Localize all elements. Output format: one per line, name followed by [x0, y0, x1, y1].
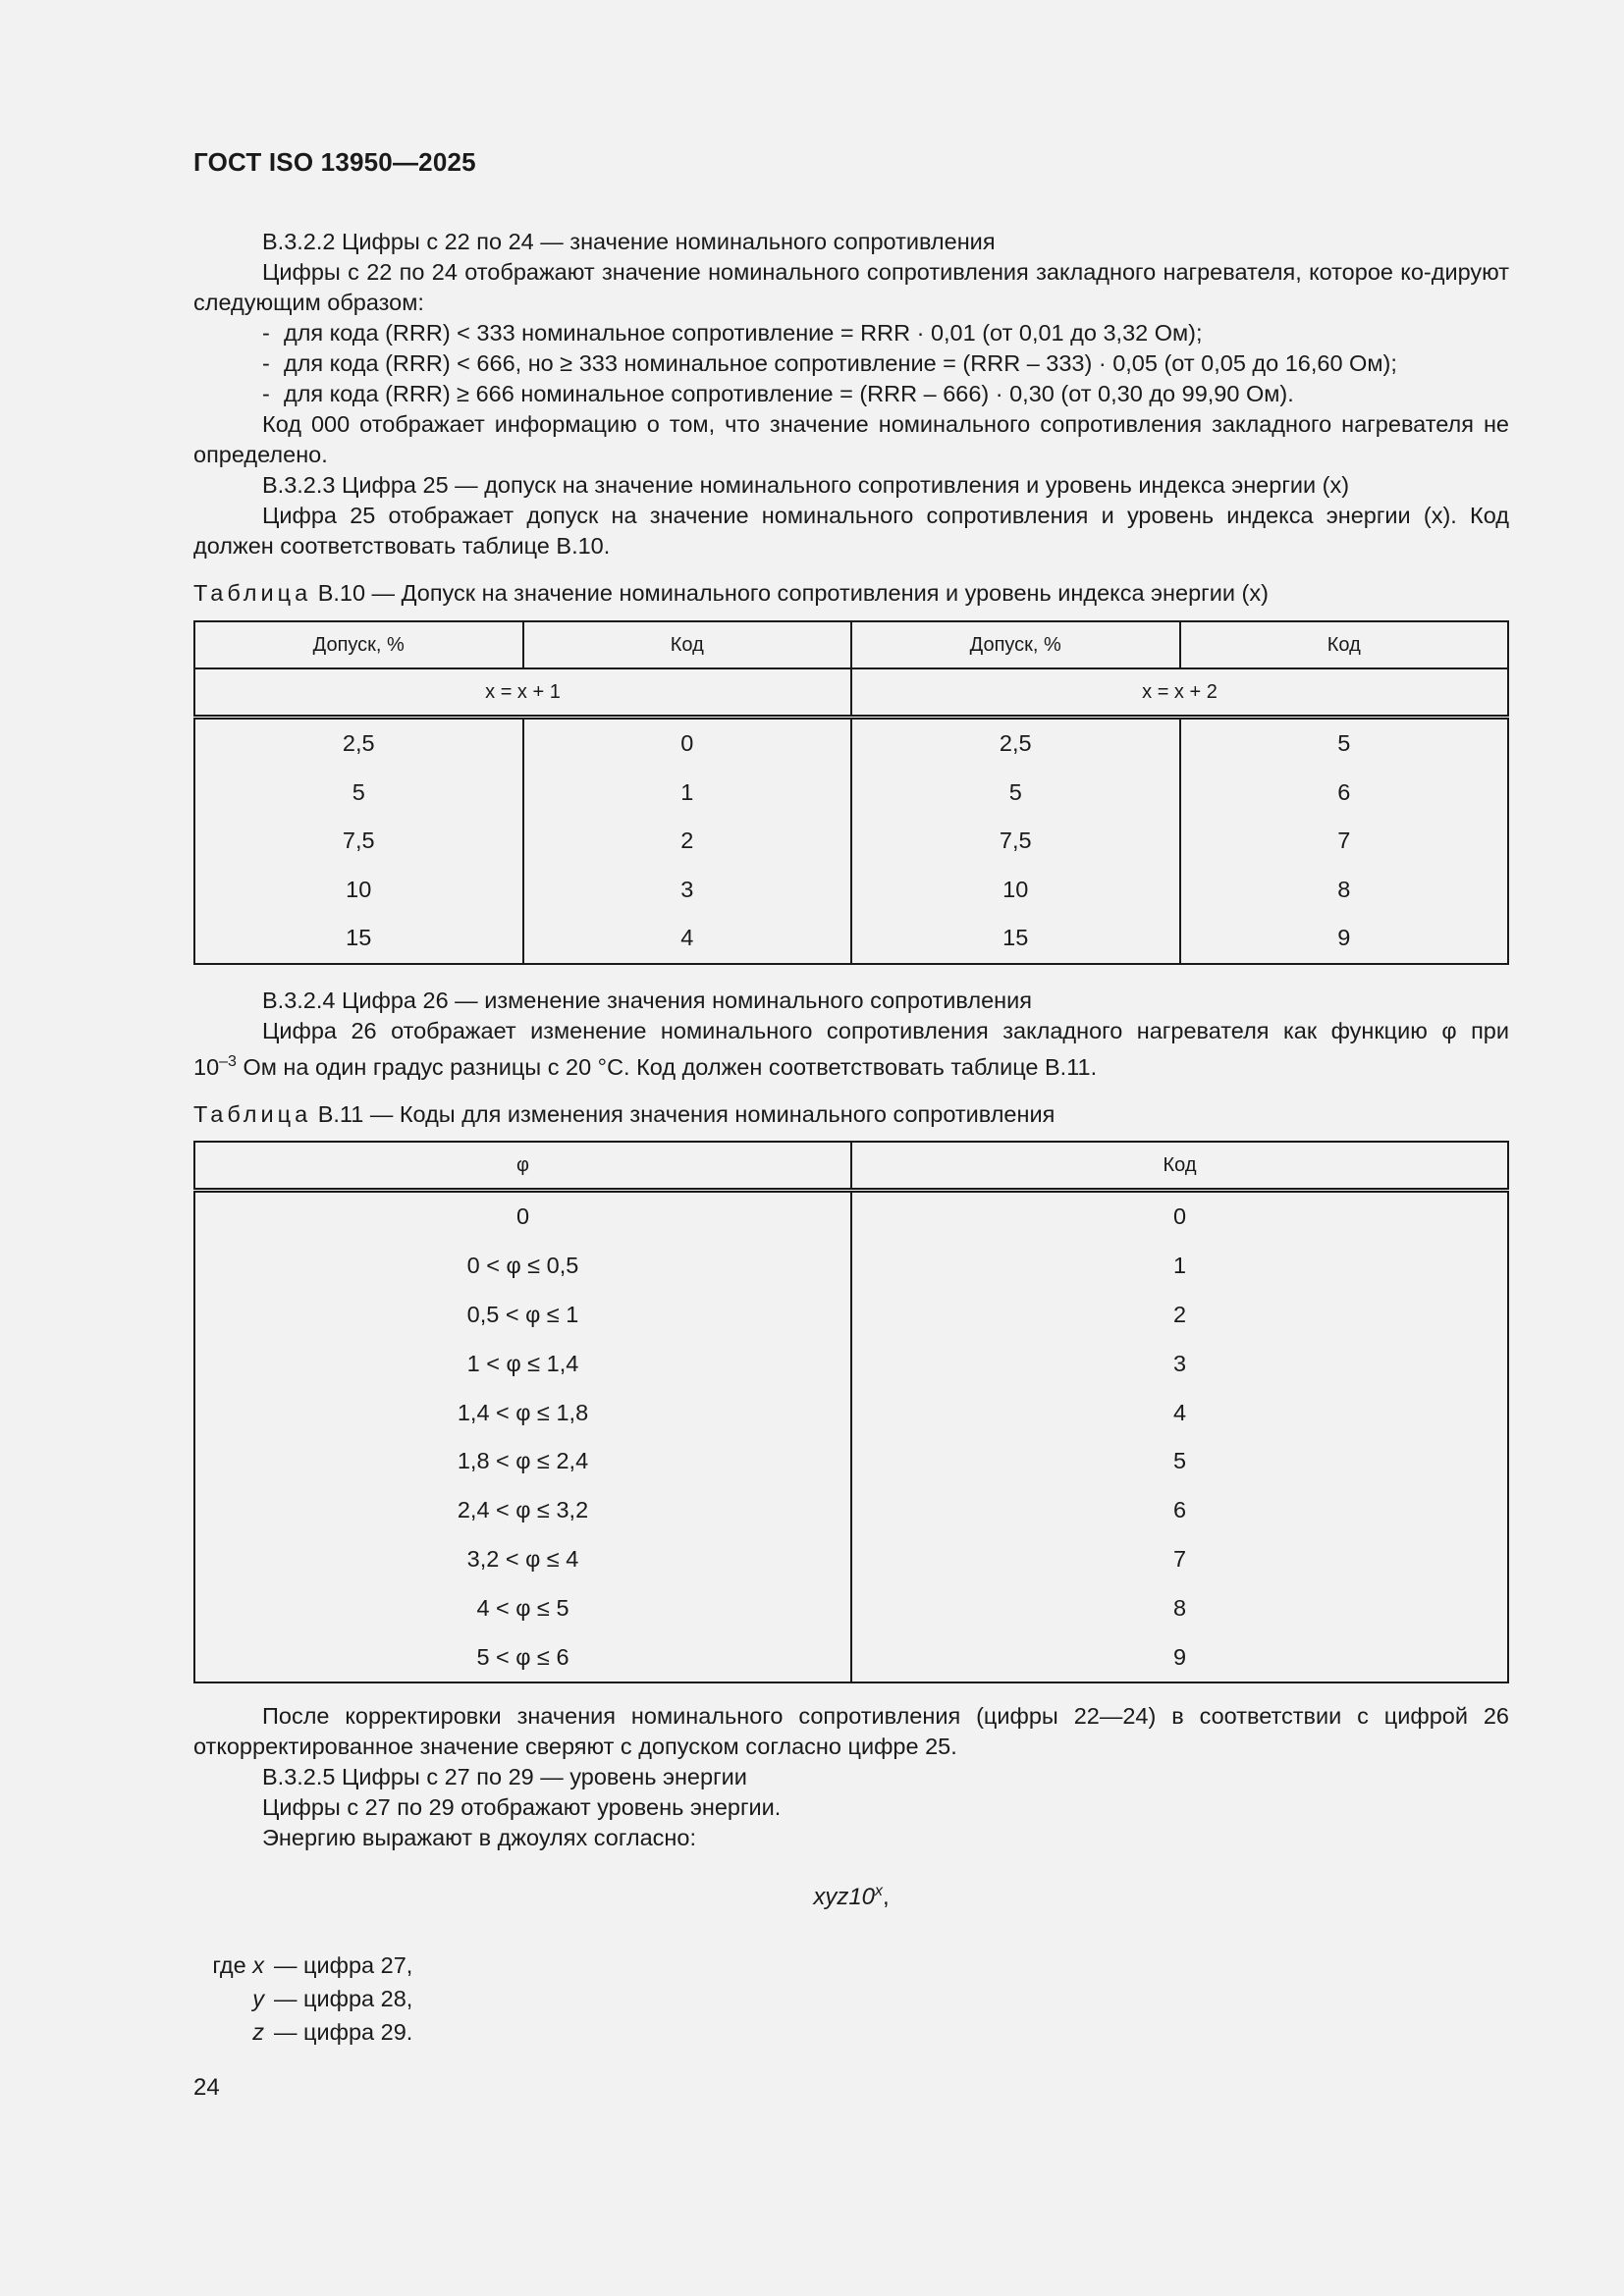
- table-cell: 6: [1180, 769, 1509, 818]
- document-header: ГОСТ ISO 13950—2025: [193, 147, 476, 177]
- table-cell: 5: [851, 769, 1180, 818]
- table-cell: 0: [194, 1191, 851, 1242]
- table-cell: 7: [1180, 817, 1509, 866]
- table-cell: 7,5: [851, 817, 1180, 866]
- table-cell: 1: [523, 769, 852, 818]
- column-header: φ: [194, 1142, 851, 1191]
- table-cell: 3: [851, 1339, 1508, 1388]
- table-row: [194, 866, 1508, 915]
- formula: xyz10$^x$,: [813, 1883, 890, 1910]
- table-cell: 2,5: [851, 718, 1180, 769]
- table-cell: 3: [523, 866, 852, 915]
- table-row: [194, 1632, 1508, 1682]
- section-title: B.3.2.5 Цифры с 27 по 29 — уровень энергии: [262, 1764, 747, 1789]
- table-cell: 4: [851, 1388, 1508, 1437]
- table-cell: 9: [1180, 914, 1509, 964]
- paragraph-continuation: $10^{-3}$ Ом на один градус разницы с 20 °C. Код должен соответствовать таблице B.11.: [193, 1053, 1098, 1080]
- table-cell: 7,5: [194, 817, 523, 866]
- table-cell: 1 < φ ≤ 1,4: [194, 1339, 851, 1388]
- paragraph: После корректировки значения номинального сопротивления (цифры 22—24) в соответствии с цифрой 26 откорректированное значение сверяют с допуском согласно цифре 25.: [193, 1703, 1509, 1759]
- table-cell: 5 < φ ≤ 6: [194, 1632, 851, 1682]
- table-row: [194, 769, 1508, 818]
- table-label: Таблица: [193, 1101, 312, 1127]
- table-cell: 8: [1180, 866, 1509, 915]
- table-cell: 2,5: [194, 718, 523, 769]
- section-b325: [193, 1701, 1509, 1853]
- table-cell: 5: [194, 769, 523, 818]
- table-caption-b11: [193, 1099, 1509, 1130]
- page-number: 24: [193, 2074, 220, 2101]
- table-cell: 1,8 < φ ≤ 2,4: [194, 1437, 851, 1486]
- legend-row: y — цифра 28,: [252, 1986, 413, 2011]
- section-title: B.3.2.4 Цифра 26 — изменение значения номинального сопротивления: [262, 988, 1032, 1013]
- table-row: [194, 1486, 1508, 1535]
- table-cell: 0: [523, 718, 852, 769]
- table-body: [194, 718, 1508, 964]
- column-header: Код: [851, 1142, 1508, 1191]
- list-item: - для кода (RRR) ≥ 666 номинальное сопротивление = (RRR – 666) · 0,30 (от 0,30 до 99,90 Ом).: [262, 381, 1294, 406]
- table-cell: 5: [1180, 718, 1509, 769]
- table-row: [194, 718, 1508, 769]
- table-cell: 2: [851, 1291, 1508, 1340]
- table-row: [194, 1388, 1508, 1437]
- table-cell: 5: [851, 1437, 1508, 1486]
- paragraph: Цифры с 27 по 29 отображают уровень энергии.: [262, 1794, 782, 1820]
- list-item: - для кода (RRR) < 666, но ≥ 333 номинальное сопротивление = (RRR – 333) · 0,05 (от 0,05 до 16,60 Ом);: [262, 350, 1397, 376]
- paragraph: Код 000 отображает информацию о том, что значение номинального сопротивления закладного нагревателя не определено.: [193, 411, 1509, 467]
- table-cell: 7: [851, 1535, 1508, 1584]
- legend-row: где x — цифра 27,: [212, 1952, 413, 1978]
- table-cell: 9: [851, 1632, 1508, 1682]
- paragraph: Энергию выражают в джоулях согласно:: [262, 1825, 697, 1850]
- variable-legend: [193, 1949, 412, 2049]
- column-header: Код: [1180, 621, 1509, 668]
- table-cell: 0: [851, 1191, 1508, 1242]
- table-cell: 2,4 < φ ≤ 3,2: [194, 1486, 851, 1535]
- caption-text: B.10 — Допуск на значение номинального сопротивления и уровень индекса энергии (x): [317, 580, 1269, 606]
- table-row: [194, 1583, 1508, 1632]
- section-b322: [193, 227, 1509, 561]
- table-cell: 2: [523, 817, 852, 866]
- section-title: B.3.2.2 Цифры с 22 по 24 — значение номинального сопротивления: [262, 229, 996, 254]
- table-row: [194, 914, 1508, 964]
- table-row: [194, 817, 1508, 866]
- table-cell: 0 < φ ≤ 0,5: [194, 1242, 851, 1291]
- table-cell: 6: [851, 1486, 1508, 1535]
- table-cell: 1,4 < φ ≤ 1,8: [194, 1388, 851, 1437]
- table-caption-b10: [193, 578, 1509, 609]
- table-row: [194, 1339, 1508, 1388]
- caption-text: B.11 — Коды для изменения значения номинального сопротивления: [317, 1101, 1056, 1127]
- paragraph: Цифра 25 отображает допуск на значение номинального сопротивления и уровень индекса энергии (x). Код должен соответствовать таблице B.10.: [193, 503, 1509, 559]
- legend-row: z — цифра 29.: [252, 2019, 413, 2045]
- table-cell: 15: [194, 914, 523, 964]
- table-row: [194, 1437, 1508, 1486]
- table-cell: 0,5 < φ ≤ 1: [194, 1291, 851, 1340]
- paragraph: Цифры с 22 по 24 отображают значение номинального сопротивления закладного нагревателя, которое ко-дируют следующим образом:: [193, 259, 1509, 315]
- table-cell: 10: [194, 866, 523, 915]
- group-header: x = x + 1: [194, 668, 851, 718]
- table-cell: 8: [851, 1583, 1508, 1632]
- table-row: [194, 1242, 1508, 1291]
- list-item: - для кода (RRR) < 333 номинальное сопротивление = RRR · 0,01 (от 0,01 до 3,32 Ом);: [262, 320, 1203, 346]
- table-label: Таблица: [193, 580, 312, 606]
- table-cell: 1: [851, 1242, 1508, 1291]
- table-body: [194, 1191, 1508, 1682]
- table-row: [194, 1191, 1508, 1242]
- table-cell: 3,2 < φ ≤ 4: [194, 1535, 851, 1584]
- table-cell: 4 < φ ≤ 5: [194, 1583, 851, 1632]
- section-title: B.3.2.3 Цифра 25 — допуск на значение номинального сопротивления и уровень индекса энергии (x): [262, 472, 1350, 498]
- table-b11: [193, 1141, 1509, 1683]
- table-b10: [193, 620, 1509, 965]
- paragraph: Цифра 26 отображает изменение номинального сопротивления закладного нагревателя как функцию φ при: [262, 1018, 1509, 1043]
- table-row: [194, 1535, 1508, 1584]
- group-header: x = x + 2: [851, 668, 1508, 718]
- column-header: Код: [523, 621, 852, 668]
- column-header: Допуск, %: [851, 621, 1180, 668]
- section-b324: [193, 986, 1509, 1083]
- table-cell: 15: [851, 914, 1180, 964]
- table-cell: 4: [523, 914, 852, 964]
- column-header: Допуск, %: [194, 621, 523, 668]
- table-row: [194, 1291, 1508, 1340]
- table-cell: 10: [851, 866, 1180, 915]
